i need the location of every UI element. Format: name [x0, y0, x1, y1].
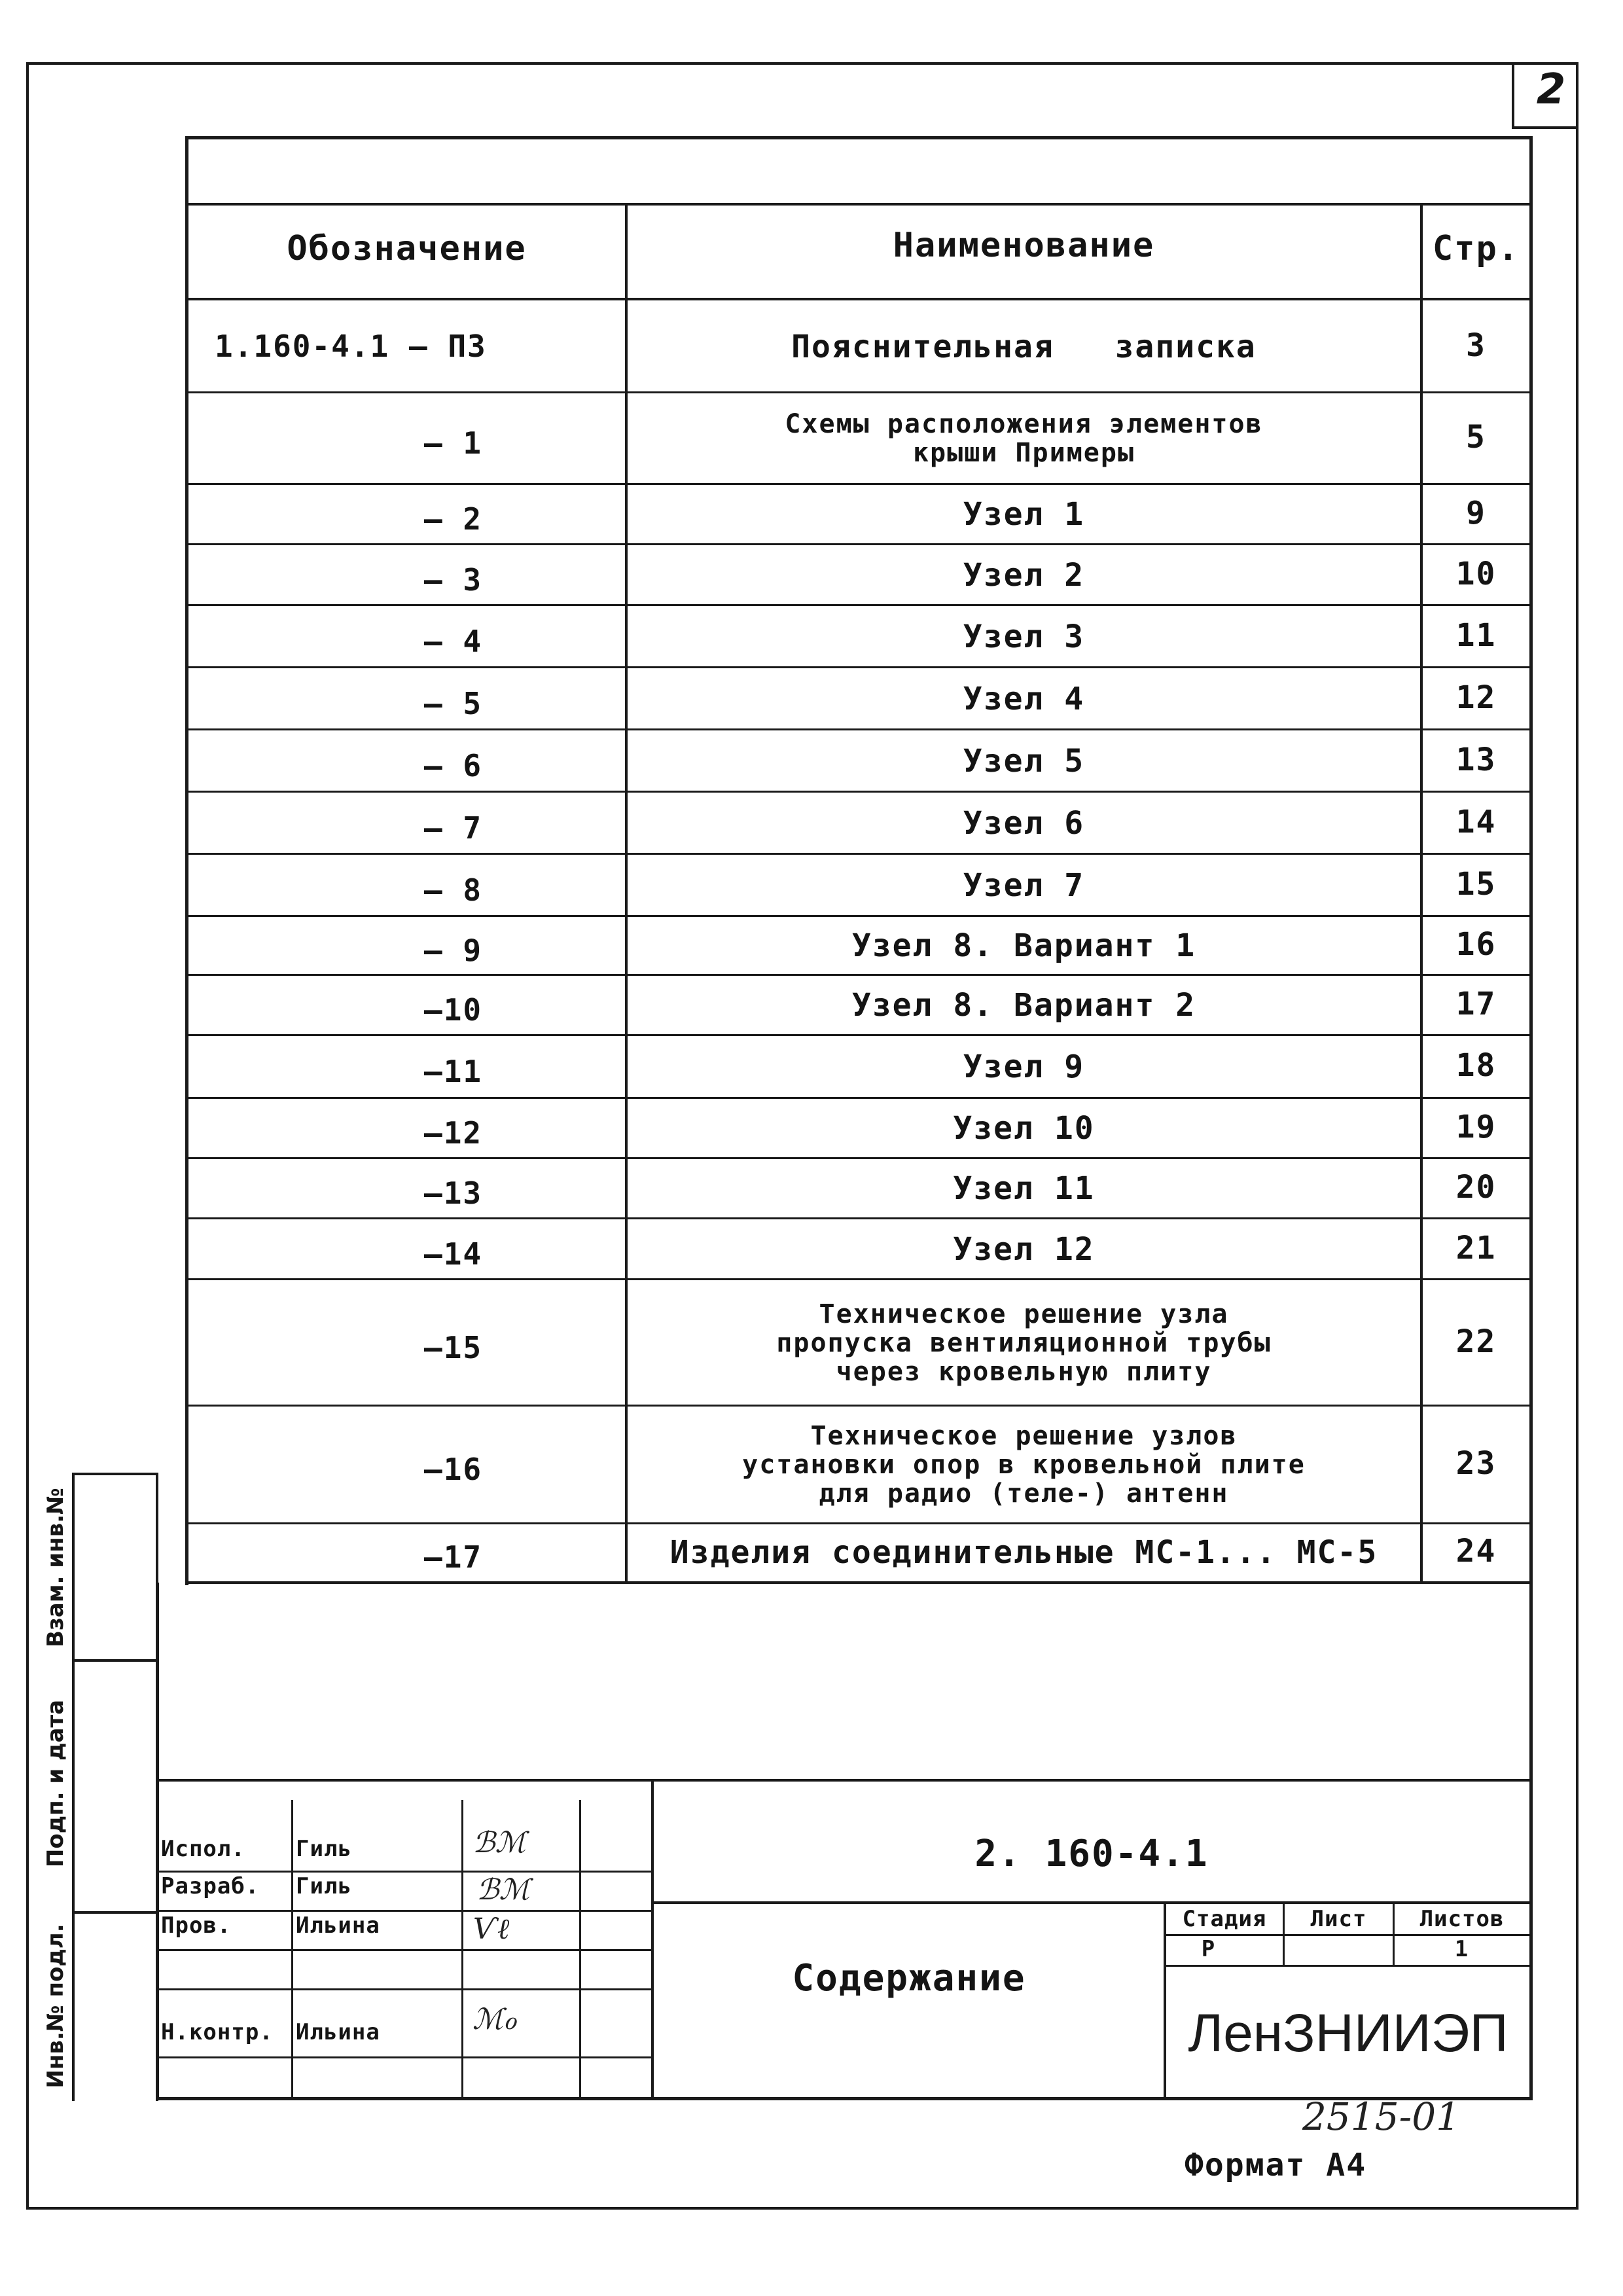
table-row-name: Узел 3: [963, 618, 1085, 655]
table-row-page: 14: [1455, 803, 1497, 840]
table-row-name: Узел 9: [963, 1049, 1085, 1085]
table-row-name: Узел 11: [953, 1170, 1095, 1207]
table-row-designation: 1.160-4.1 — ПЗ: [215, 328, 487, 364]
side-stamp-div1: [72, 1659, 157, 1662]
table-row-separator: [185, 391, 1532, 393]
table-row-name: Узел 5: [963, 742, 1085, 780]
table-row-separator: [185, 543, 1532, 545]
table-row-name: Узел 1: [963, 496, 1085, 533]
header-designation: Обозначение: [287, 229, 527, 268]
tb-row-2: [156, 1910, 651, 1912]
table-row-name: Изделия соединительные МС-1... МС-5: [669, 1534, 1378, 1571]
signature-2: ℬℳ: [476, 1873, 530, 1907]
tb-row-5: [156, 2056, 651, 2058]
table-row-separator: [185, 728, 1532, 730]
tb-person: Гиль: [296, 1873, 352, 1899]
tb-stage-label: Стадия: [1182, 1906, 1267, 1932]
sheet-box-bottom: [1512, 126, 1577, 129]
table-row-separator: [185, 1157, 1532, 1159]
tb-doc-code: 2. 160-4.1: [974, 1833, 1209, 1875]
tb-role: Испол.: [161, 1836, 245, 1862]
inner-frame-left-upper: [185, 136, 188, 1585]
table-row-page: 13: [1455, 741, 1497, 778]
table-row-page: 16: [1455, 926, 1497, 963]
archive-number: 2515-01: [1302, 2094, 1461, 2139]
side-stamp-right: [156, 1473, 158, 2101]
tb-person: Ильина: [296, 2019, 380, 2045]
tb-role: Н.контр.: [161, 2019, 274, 2045]
outer-frame-left: [26, 62, 29, 2209]
table-row-page: 12: [1455, 679, 1497, 716]
tb-row-1: [156, 1871, 651, 1873]
table-row-designation: — 2: [424, 501, 483, 537]
table-row-page: 3: [1466, 327, 1486, 364]
side-stamp-inv-podl: Инв.№ подл.: [43, 1924, 69, 2089]
table-row-designation: —10: [424, 992, 483, 1028]
table-bottom: [185, 1581, 1532, 1584]
table-row-name: Схемы расположения элементов крыши Примеры: [785, 409, 1263, 468]
table-row-separator: [185, 791, 1532, 793]
table-row-name: Узел 7: [963, 867, 1085, 904]
table-row-separator: [185, 974, 1532, 976]
table-row-designation: — 3: [424, 562, 483, 598]
table-row-page: 20: [1455, 1169, 1497, 1206]
table-row-designation: —12: [424, 1115, 483, 1151]
table-header-top: [185, 203, 1532, 206]
table-row-designation: — 4: [424, 623, 483, 659]
table-row-separator: [185, 1522, 1532, 1524]
table-row-separator: [185, 1034, 1532, 1036]
tb-sheets-value: 1: [1454, 1936, 1470, 1962]
table-row-page: 17: [1455, 986, 1497, 1022]
signature-1: ℬℳ: [473, 1826, 526, 1859]
tb-left-col-divider: [651, 1779, 654, 2100]
table-row-page: 21: [1455, 1229, 1497, 1266]
tb-code-bottom: [651, 1901, 1533, 1904]
tb-top: [156, 1779, 1533, 1782]
table-row-page: 18: [1455, 1047, 1497, 1084]
outer-frame-right: [1576, 62, 1578, 2209]
table-row-designation: —17: [424, 1539, 483, 1575]
table-row-designation: — 7: [424, 810, 483, 846]
table-row-name: Техническое решение узлов установки опор в кровельной плите для радио (теле-) антенн: [742, 1421, 1306, 1509]
table-row-separator: [185, 1405, 1532, 1407]
table-row-name: Узел 8. Вариант 2: [851, 987, 1196, 1024]
table-row-separator: [185, 915, 1532, 917]
signature-4: ℳℴ: [473, 2003, 517, 2036]
inner-frame-top: [185, 136, 1532, 139]
inner-frame-right: [1529, 136, 1533, 2100]
tb-row-4: [156, 1988, 651, 1990]
table-row-page: 9: [1466, 495, 1486, 531]
side-stamp-top: [72, 1473, 157, 1475]
table-row-name: Узел 4: [963, 680, 1085, 717]
side-stamp-vzam-inv: Взам. инв.№: [43, 1488, 69, 1647]
table-row-page: 19: [1455, 1109, 1497, 1145]
tb-sheet-label: Лист: [1310, 1906, 1367, 1932]
tb-person: Гиль: [296, 1836, 352, 1862]
table-row-page: 11: [1455, 617, 1497, 654]
table-row-name: Узел 6: [963, 804, 1085, 842]
sheet-number: 2: [1536, 65, 1566, 114]
table-row-name: Узел 10: [953, 1110, 1095, 1147]
table-row-separator: [185, 604, 1532, 606]
table-row-name: Пояснительная записка: [791, 328, 1257, 365]
outer-frame-bottom: [26, 2207, 1578, 2210]
signature-3: Ѵℓ: [473, 1912, 510, 1946]
format-label: Формат А4: [1185, 2147, 1367, 2183]
table-row-designation: — 9: [424, 933, 483, 968]
table-row-separator: [185, 1278, 1532, 1280]
tb-role: Пров.: [161, 1912, 232, 1939]
table-row-designation: —11: [424, 1054, 483, 1089]
table-row-name: Узел 2: [963, 556, 1085, 594]
table-row-page: 5: [1466, 419, 1486, 456]
sheet-box-left: [1512, 62, 1514, 128]
table-row-designation: —13: [424, 1175, 483, 1211]
side-stamp-div2: [72, 1911, 157, 1914]
table-row-page: 22: [1455, 1323, 1497, 1360]
tb-sheets-label: Листов: [1419, 1906, 1505, 1932]
table-row-separator: [185, 853, 1532, 855]
table-row-designation: —15: [424, 1329, 483, 1365]
table-row-name: Узел 12: [953, 1230, 1095, 1268]
side-stamp-podp-data: Подп. и дата: [43, 1699, 69, 1868]
table-row-separator: [185, 1097, 1532, 1099]
tb-row-3: [156, 1949, 651, 1951]
table-row-separator: [185, 666, 1532, 668]
table-row-designation: —14: [424, 1236, 483, 1272]
table-row-name: Узел 8. Вариант 1: [851, 927, 1196, 964]
header-name: Наименование: [893, 226, 1155, 265]
table-row-designation: —16: [424, 1452, 483, 1487]
tb-organization: ЛенЗНИИЭП: [1188, 2003, 1508, 2063]
table-row-designation: — 5: [424, 685, 483, 721]
table-row-designation: — 6: [424, 747, 483, 783]
tb-role: Разраб.: [161, 1873, 260, 1899]
table-row-designation: — 8: [424, 872, 483, 908]
tb-stage-value: Р: [1201, 1936, 1217, 1962]
table-row-page: 24: [1455, 1533, 1497, 1570]
table-row-separator: [185, 1217, 1532, 1219]
table-row-separator: [185, 483, 1532, 485]
table-row-page: 23: [1455, 1445, 1497, 1482]
outer-frame-top: [26, 62, 1577, 65]
table-row-name: Техническое решение узла пропуска вентиляционной трубы через кровельную плиту: [776, 1299, 1272, 1387]
tb-title: Содержание: [792, 1957, 1026, 2000]
header-page: Стр.: [1432, 229, 1520, 268]
table-header-bottom: [185, 298, 1532, 300]
tb-person: Ильина: [296, 1912, 380, 1939]
table-row-designation: — 1: [424, 425, 483, 461]
table-row-page: 15: [1455, 865, 1497, 903]
table-row-page: 10: [1455, 555, 1497, 592]
tb-stage-row2: [1164, 1965, 1533, 1967]
